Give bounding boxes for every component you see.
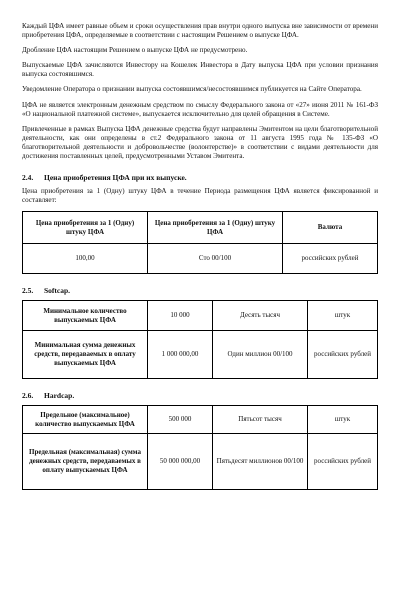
paragraph-crediting: Выпускаемые ЦФА зачисляются Инвестору на Кошелек Инвестора в Дату выпуска ЦФА при условии признания выпуска состоявшимся. [22, 61, 378, 79]
section-heading-hardcap [22, 391, 378, 400]
table-cell: Один миллион 00/100 [213, 331, 308, 379]
table-header: Валюта [283, 212, 378, 244]
table-cell: 100,00 [23, 244, 148, 274]
table-row [23, 434, 378, 490]
table-cell: Пятьдесят миллионов 00/100 [213, 434, 308, 490]
table-row [23, 331, 378, 379]
paragraph-use-of-funds: Привлеченные в рамках Выпуска ЦФА денежные средства будут направлены Эмитентом на цели благотворительной деятельности, как они определены в ст.2 Федерального закона от 11 августа 1995 года № 135-ФЗ «О благотворительной деятельности и добровольчестве (волонтерстве)» в соответствии с видами деятельности для достижения поставленных целей, предусмотренными Уставом Эмитента. [22, 124, 378, 161]
table-cell: российских рублей [308, 331, 378, 379]
table-header: Цена приобретения за 1 (Одну) штуку ЦФА [23, 212, 148, 244]
price-intro: Цена приобретения за 1 (Одну) штуку ЦФА в течение Периода размещения ЦФА является фиксированной и составляет: [22, 187, 378, 205]
paragraph-notice: Уведомление Оператора о признании выпуска состоявшимся/несостоявшимся публикуется на Сайте Оператора. [22, 85, 362, 94]
document-page [22, 22, 378, 490]
table-cell: 50 000 000,00 [148, 434, 213, 490]
table-cell: Минимальная сумма денежных средств, передаваемых в оплату выпускаемых ЦФА [23, 331, 148, 379]
table-row [23, 406, 378, 434]
section-heading-price [22, 173, 378, 182]
section-number: 2.5. [22, 286, 34, 296]
table-cell: Предельная (максимальная) сумма денежных средств, передаваемых в оплату выпускаемых ЦФА [23, 434, 148, 490]
section-number: 2.6. [22, 391, 34, 401]
table-cell: 500 000 [148, 406, 213, 434]
section-title: Softcap. [44, 286, 71, 296]
paragraph-not-emoney: ЦФА не является электронным денежным средством по смыслу Федерального закона от «27» июня 2011 № 161-ФЗ «О национальной платежной системе», выпускается исключительно для целей обращения в Системе. [22, 100, 378, 118]
table-cell: Пятьсот тысяч [213, 406, 308, 434]
table-cell: 1 000 000,00 [148, 331, 213, 379]
table-cell: российских рублей [308, 434, 378, 490]
paragraph-equal-rights: Каждый ЦФА имеет равные объем и сроки осуществления прав внутри одного выпуска вне зависимости от времени приобретения ЦФА, определяемые в соответствии с настоящим Решением о выпуске ЦФА. [22, 22, 378, 40]
section-number: 2.4. [22, 173, 34, 183]
price-table [22, 211, 378, 274]
table-header: Цена приобретения за 1 (Одну) штуку ЦФА [148, 212, 283, 244]
table-cell: российских рублей [283, 244, 378, 274]
table-cell: штук [308, 406, 378, 434]
softcap-table [22, 300, 378, 379]
table-cell: штук [308, 301, 378, 331]
table-cell: Минимальное количество выпускаемых ЦФА [23, 301, 148, 331]
table-cell: Десять тысяч [213, 301, 308, 331]
table-row [23, 244, 378, 274]
section-title: Hardcap. [44, 391, 75, 401]
paragraph-no-split: Дробление ЦФА настоящим Решением о выпуске ЦФА не предусмотрено. [22, 46, 248, 55]
table-header-row [23, 212, 378, 244]
table-cell: 10 000 [148, 301, 213, 331]
table-cell: Сто 00/100 [148, 244, 283, 274]
section-title: Цена приобретения ЦФА при их выпуске. [44, 173, 187, 183]
table-cell: Предельное (максимальное) количество выпускаемых ЦФА [23, 406, 148, 434]
table-row [23, 301, 378, 331]
hardcap-table [22, 405, 378, 490]
section-heading-softcap [22, 286, 378, 295]
